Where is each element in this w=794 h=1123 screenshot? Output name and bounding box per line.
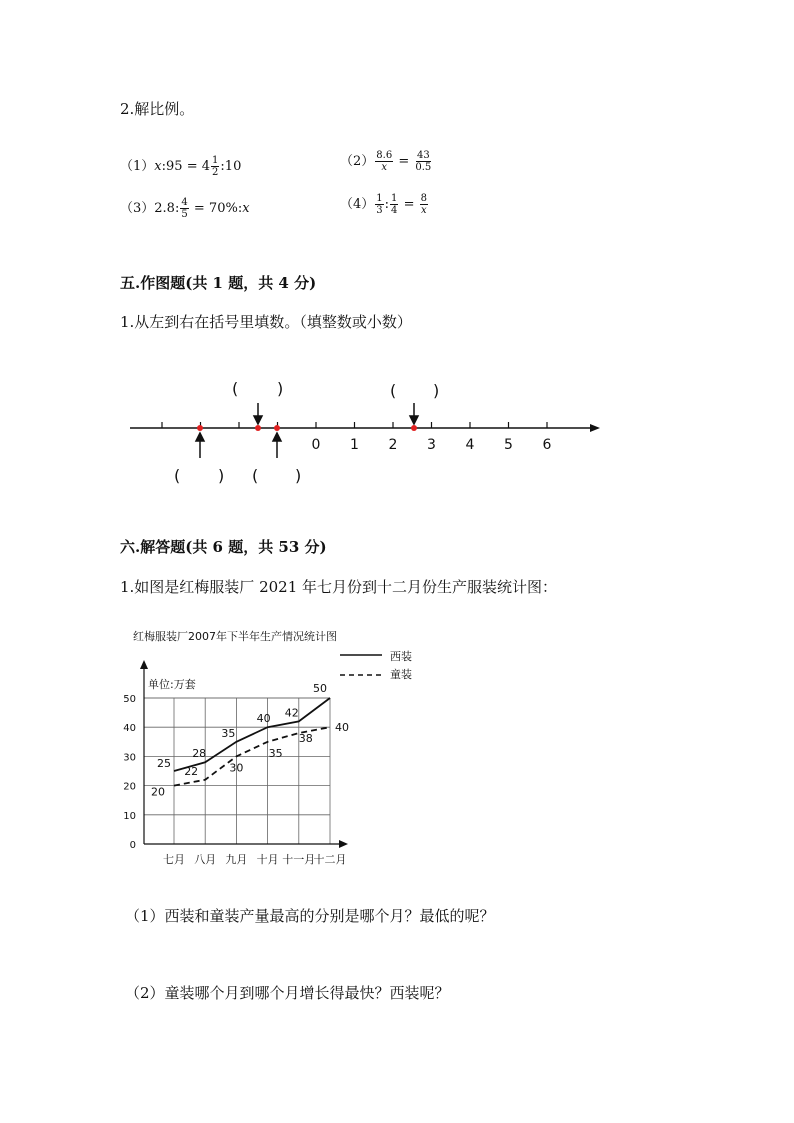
proportion-4: （4） $\frac{1}{3}$ : $\frac{1}{4}$ = $\frac{8}{x}$ xyxy=(340,193,427,216)
section-5-title: 五.作图题(共 1 题，共 4 分) xyxy=(120,274,317,292)
data-label-suit-2: 35 xyxy=(221,726,236,740)
y-tick-0: 0 xyxy=(129,840,136,851)
fraction: $\frac{1}{2}$ xyxy=(212,155,219,178)
x-tick-0: 七月 xyxy=(163,853,185,866)
fraction: $\frac{8.6}{x}$ xyxy=(376,150,393,173)
data-label-kids-5: 40 xyxy=(335,721,349,735)
proportion-2-label: （2） xyxy=(340,154,375,169)
data-label-kids-2: 30 xyxy=(229,761,244,775)
y-tick-40: 40 xyxy=(123,723,136,735)
y-tick-10: 10 xyxy=(123,810,136,822)
y-tick-30: 30 xyxy=(123,752,136,764)
proportion-3-label: （3） xyxy=(120,201,155,216)
y-tick-50: 50 xyxy=(123,694,136,705)
x-tick-2: 九月 xyxy=(225,853,248,866)
fraction: $\frac{1}{3}$ xyxy=(376,193,383,216)
point-b xyxy=(255,425,261,431)
fraction: $\frac{4}{5}$ xyxy=(181,197,188,220)
legend-suit-label: 西装 xyxy=(390,650,412,663)
y-tick-20: 20 xyxy=(123,781,136,793)
tick-label-5: 5 xyxy=(504,437,513,453)
x-tick-5: 十二月 xyxy=(313,853,347,866)
x-tick-1: 八月 xyxy=(194,853,217,866)
fraction: $\frac{1}{4}$ xyxy=(391,193,398,216)
proportion-4-label: （4） xyxy=(340,197,375,212)
chart-title: 红梅服装厂2007年下半年生产情况统计图 xyxy=(133,630,337,643)
y-axis-arrow xyxy=(140,660,148,669)
data-label-suit-5: 50 xyxy=(313,682,327,695)
x-tick-4: 十一月 xyxy=(282,853,316,866)
blank-bottom-1-left: ( xyxy=(174,466,181,485)
proportion-1: （1）x:95 = 4 $\frac{1}{2}$ :10 xyxy=(120,155,242,178)
blank-bottom-2-right: ) xyxy=(295,466,302,485)
blank-bottom-2-left: ( xyxy=(252,466,259,485)
question-2-title: 2.解比例。 xyxy=(120,100,195,118)
proportion-1-label: （1） xyxy=(120,159,155,174)
down-arrow-2-head xyxy=(410,416,418,424)
line-chart xyxy=(110,620,430,875)
point-a xyxy=(197,425,203,431)
point-c xyxy=(274,425,280,431)
sub-question-1: （1）西装和童装产量最高的分别是哪个月？最低的呢？ xyxy=(125,907,495,925)
tick-label-2: 2 xyxy=(388,437,398,453)
legend-kids-label: 童装 xyxy=(390,668,412,681)
up-arrow-2-head xyxy=(273,433,281,441)
fraction: $\frac{43}{0.5}$ xyxy=(415,150,432,173)
blank-top-1-left: ( xyxy=(232,379,239,398)
number-line xyxy=(0,360,794,500)
blank-bottom-1-right: ) xyxy=(218,466,225,485)
sub-question-2: （2）童装哪个月到哪个月增长得最快？西装呢？ xyxy=(125,984,450,1002)
point-d xyxy=(411,425,417,431)
data-label-kids-3: 35 xyxy=(268,746,283,760)
proportion-3: （3）2.8: $\frac{4}{5}$ = 70%:x xyxy=(120,197,250,220)
down-arrow-1-head xyxy=(254,416,262,424)
fraction: $\frac{8}{x}$ xyxy=(420,193,427,216)
data-label-kids-4: 38 xyxy=(298,732,313,746)
data-label-suit-3: 40 xyxy=(256,712,271,726)
blank-top-1-right: ) xyxy=(277,379,284,398)
tick-label-1: 1 xyxy=(350,437,359,453)
section-6-title: 六.解答题(共 6 题，共 53 分) xyxy=(120,538,327,556)
tick-label-3: 3 xyxy=(427,437,436,453)
data-label-suit-0: 25 xyxy=(157,757,171,770)
proportion-2: （2） $\frac{8.6}{x}$ = $\frac{43}{0.5}$ xyxy=(340,150,432,173)
x-tick-3: 十月 xyxy=(256,853,279,866)
data-label-suit-1: 28 xyxy=(192,747,207,761)
blank-top-2-left: ( xyxy=(390,381,397,400)
data-label-kids-1: 22 xyxy=(184,764,199,778)
number-line-arrowhead xyxy=(590,424,600,432)
data-label-kids-0: 20 xyxy=(151,785,165,799)
x-axis-arrow xyxy=(339,840,348,848)
blank-top-2-right: ) xyxy=(433,381,440,400)
tick-label-4: 4 xyxy=(465,437,475,453)
section-6-question-1: 1.如图是红梅服装厂 2021 年七月份到十二月份生产服装统计图： xyxy=(120,578,558,596)
section-5-question-1: 1.从左到右在括号里填数。（填整数或小数） xyxy=(120,313,412,331)
unit-label: 单位:万套 xyxy=(148,678,196,691)
tick-label-6: 6 xyxy=(542,437,552,453)
tick-label-0: 0 xyxy=(311,437,321,453)
up-arrow-1-head xyxy=(196,433,204,441)
data-label-suit-4: 42 xyxy=(284,706,299,720)
